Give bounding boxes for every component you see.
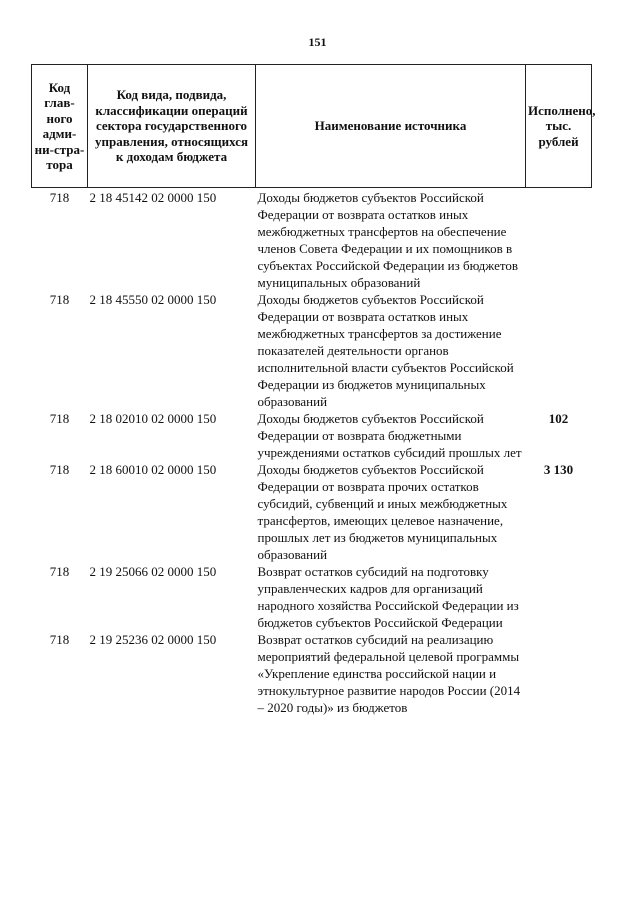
admin-code-cell: 718 — [49, 564, 70, 579]
amount-cell — [526, 563, 592, 631]
header-admin-code: Код глав-ного адми-ни-стра-тора — [32, 65, 88, 188]
table-row — [32, 291, 592, 410]
admin-code-cell: 718 — [49, 190, 70, 205]
kbk-code-cell: 2 18 02010 02 0000 150 — [89, 411, 217, 426]
header-executed-amount: Исполнено, тыс. рублей — [526, 65, 592, 188]
amount-cell — [526, 631, 592, 716]
header-source-name: Наименование источника — [256, 65, 526, 188]
source-name-cell: Возврат остатков субсидий на реализацию мероприятий федеральной целевой программы «Укрепление единства российской нации и этнокультурное развитие народов России (2014 – 2020 годы)» из бюджетов — [257, 632, 521, 715]
amount-cell: 3 130 — [543, 462, 574, 477]
table-row — [32, 461, 592, 563]
table-row — [32, 188, 592, 292]
table-header-row — [32, 65, 592, 188]
income-sources-table — [31, 64, 596, 716]
admin-code-cell: 718 — [49, 292, 70, 307]
table-row — [32, 410, 592, 461]
table-row — [32, 563, 592, 631]
source-name-cell: Доходы бюджетов субъектов Российской Федерации от возврата остатков иных межбюджетных трансфертов на обеспечение членов Совета Федерации и их помощников в субъектах Российской Федерации из бюджетов муниципальных образований — [257, 190, 519, 290]
header-kbk-code: Код вида, подвида, классификации операций сектора государственного управления, относящихся к доходам бюджета — [88, 65, 256, 188]
amount-cell: 102 — [548, 411, 569, 426]
admin-code-cell: 718 — [49, 462, 70, 477]
table-row — [32, 631, 592, 716]
source-name-cell: Доходы бюджетов субъектов Российской Федерации от возврата прочих остатков субсидий, субвенций и иных межбюджетных трансфертов, имеющих целевое назначение, прошлых лет из бюджетов муниципальных образований — [257, 462, 508, 562]
page-number: 151 — [308, 35, 327, 49]
kbk-code-cell: 2 18 60010 02 0000 150 — [89, 462, 217, 477]
amount-cell — [526, 291, 592, 410]
kbk-code-cell: 2 19 25236 02 0000 150 — [89, 632, 217, 647]
kbk-code-cell: 2 18 45550 02 0000 150 — [89, 292, 217, 307]
source-name-cell: Возврат остатков субсидий на подготовку управленческих кадров для организаций народного хозяйства Российской Федерации из бюджетов субъектов Российской Федерации — [257, 564, 519, 630]
admin-code-cell: 718 — [49, 411, 70, 426]
amount-cell — [526, 188, 592, 292]
admin-code-cell: 718 — [49, 632, 70, 647]
kbk-code-cell: 2 18 45142 02 0000 150 — [89, 190, 217, 205]
source-name-cell: Доходы бюджетов субъектов Российской Федерации от возврата остатков иных межбюджетных трансфертов за достижение показателей деятельности органов исполнительной власти субъектов Российской Федерации из бюджетов муниципальных образований — [257, 292, 514, 409]
kbk-code-cell: 2 19 25066 02 0000 150 — [89, 564, 217, 579]
source-name-cell: Доходы бюджетов субъектов Российской Федерации от возврата бюджетными учреждениями остатков субсидий прошлых лет — [257, 411, 522, 460]
